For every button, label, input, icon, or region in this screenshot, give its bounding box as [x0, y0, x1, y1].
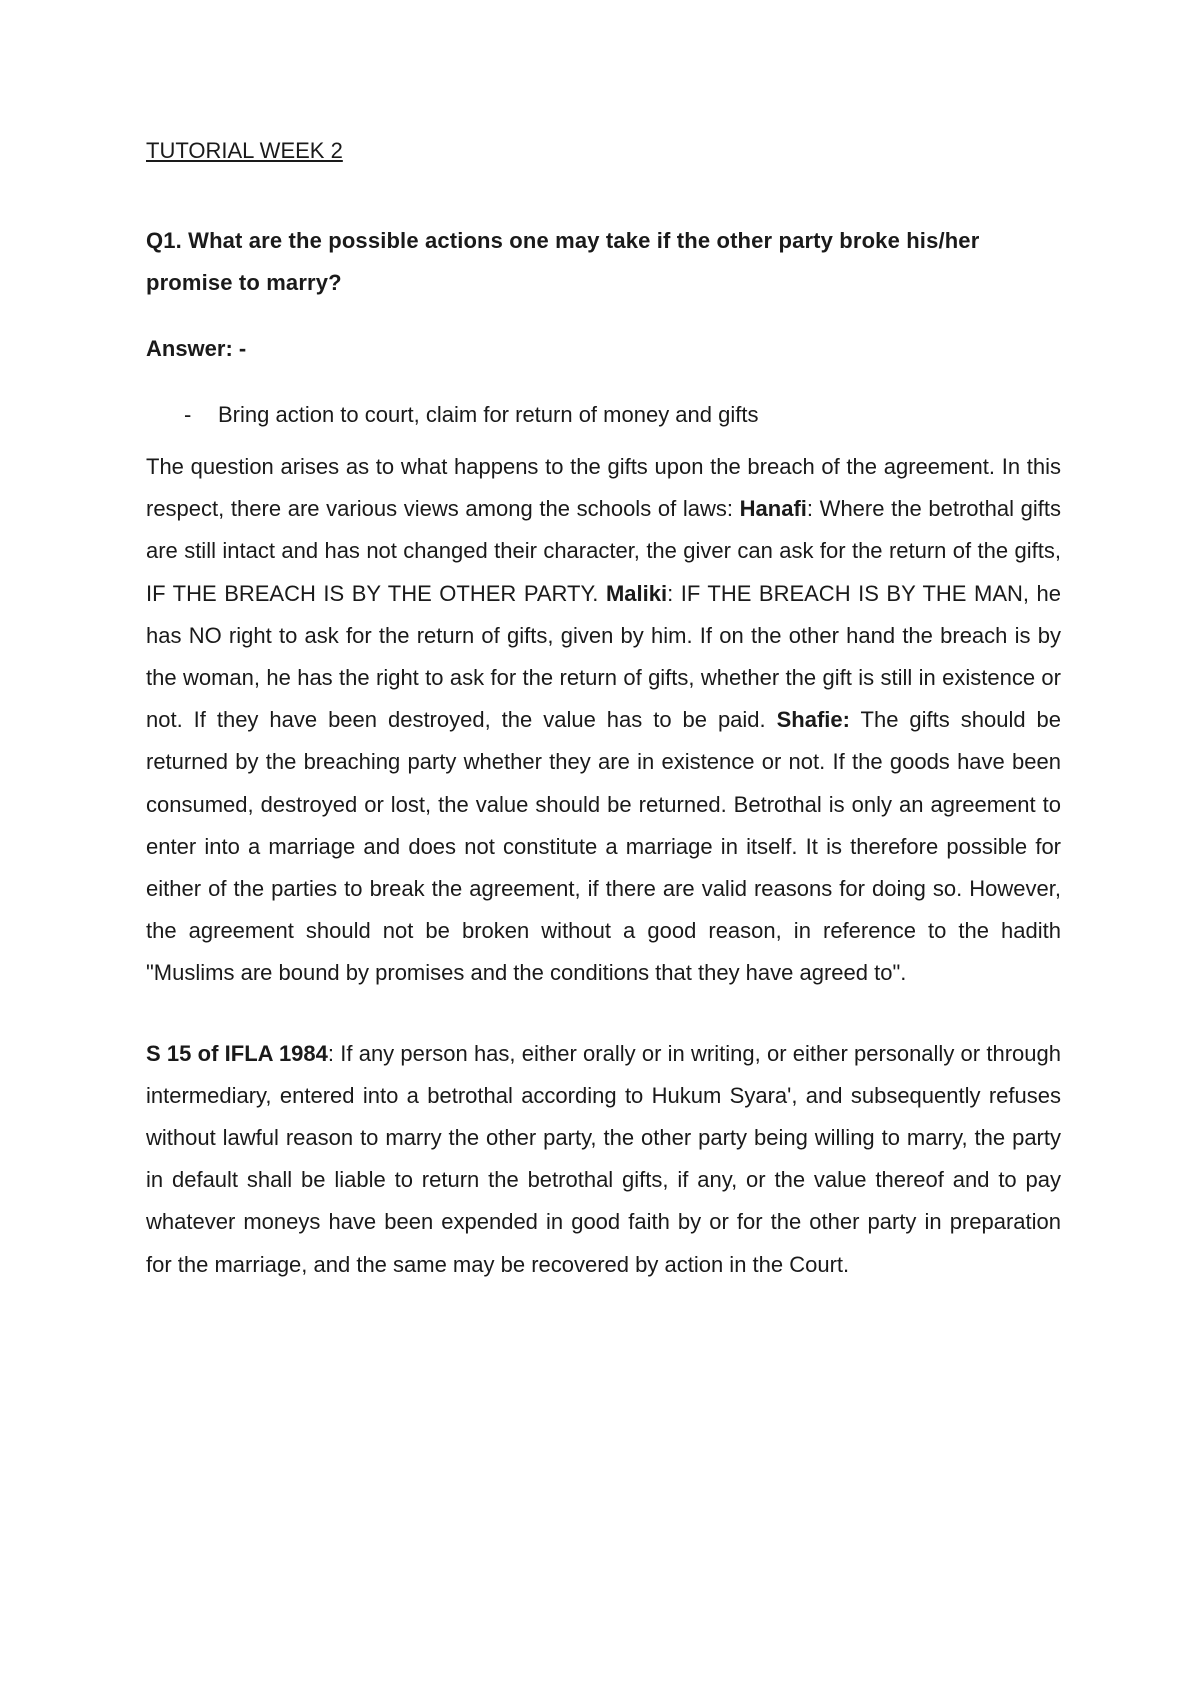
maliki-text: : IF THE BREACH IS BY THE MAN, he has NO right to ask for the return of gifts, given by him. If on the other hand the breach is by the woman, he has the right to ask for the return of gifts, whether the gift is still in existence or not. If they have been destroyed, the value has to be paid.	[146, 580, 1061, 733]
hanafi-text: : Where the betrothal gifts are still intact and has not changed their character, the giver can ask for the return of the gifts, IF THE BREACH IS BY THE OTHER PARTY.	[146, 496, 1062, 606]
maliki-label: Maliki	[605, 580, 668, 606]
ifla-section-label: S 15 of IFLA 1984	[146, 1040, 328, 1066]
hanafi-label: Hanafi	[739, 496, 807, 522]
bullet-dash: -	[184, 402, 192, 427]
schools-of-law-paragraph	[146, 446, 1061, 995]
shafie-label: Shafie:	[776, 707, 850, 733]
answer-label: Answer: -	[146, 336, 247, 361]
ifla-section-paragraph	[146, 1033, 1061, 1286]
bullet-text: Bring action to court, claim for return of money and gifts	[218, 402, 759, 427]
answer-bullet-item	[146, 394, 1061, 436]
question-heading: Q1. What are the possible actions one may take if the other party broke his/her promise to marry?	[146, 228, 980, 295]
document-title: TUTORIAL WEEK 2	[146, 138, 343, 163]
para-intro: The question arises as to what happens to the gifts upon the breach of the agreement. In this respect, there are various views among the schools of laws:	[146, 454, 1061, 522]
document-page	[146, 140, 1061, 1286]
ifla-section-text: : If any person has, either orally or in writing, or either personally or through intermediary, entered into a betrothal according to Hukum Syara', and subsequently refuses without lawful reason to marry the other party, the other party being willing to marry, the party in default shall be liable to return the betrothal gifts, if any, or the value thereof and to pay whatever moneys have been expended in good faith by or for the other party in preparation for the marriage, and the same may be recovered by action in the Court.	[146, 1040, 1061, 1277]
shafie-text: The gifts should be returned by the breaching party whether they are in existence or not. If the goods have been consumed, destroyed or lost, the value should be returned. Betrothal is only an agreement to enter into a marriage and does not constitute a marriage in itself. It is therefore possible for either of the parties to break the agreement, if there are valid reasons for doing so. However, the agreement should not be broken without a good reason, in reference to the hadith "Muslims are bound by promises and the conditions that they have agreed to".	[146, 707, 1061, 986]
